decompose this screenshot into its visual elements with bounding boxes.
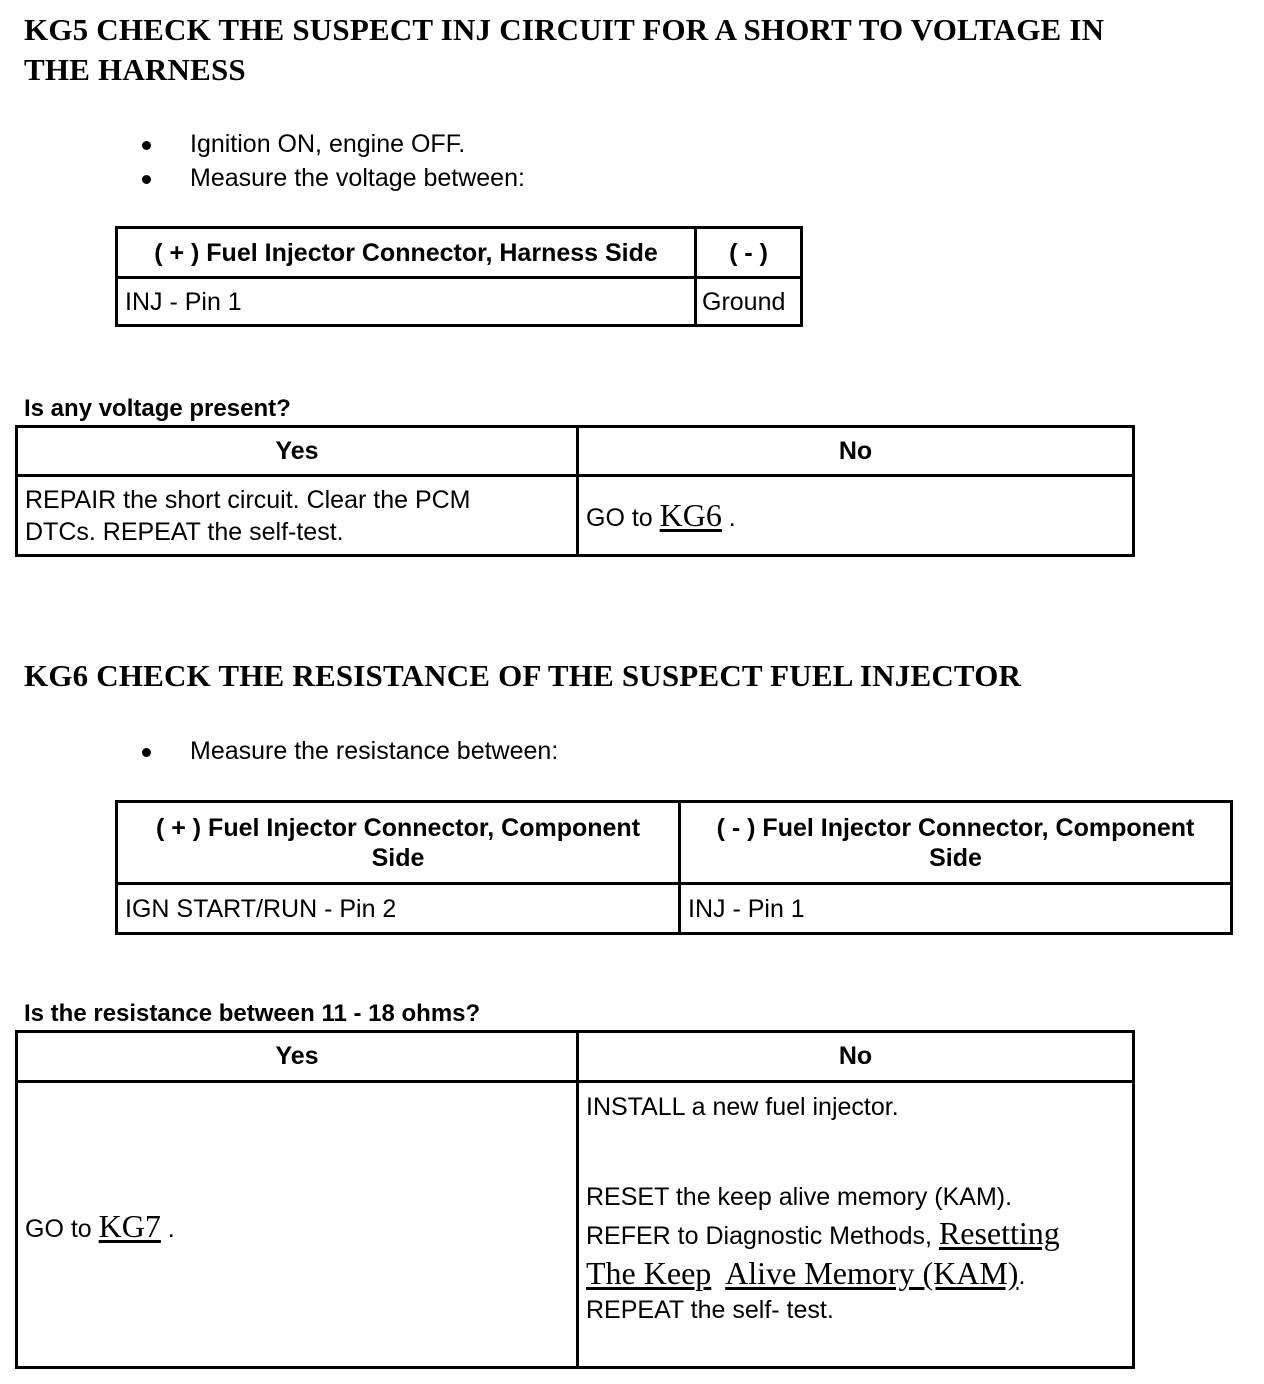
kg5-step: Ignition ON, engine OFF. xyxy=(140,127,525,161)
kg6-no-repeat: REPEAT the self- test. xyxy=(586,1296,834,1324)
kg6-question: Is the resistance between 11 - 18 ohms? xyxy=(24,1000,481,1027)
kg6-no-install: INSTALL a new fuel injector. xyxy=(586,1093,899,1121)
kg6-answer-table xyxy=(15,1030,1135,1369)
kg5-measure-header-plus: ( + ) Fuel Injector Connector, Harness Side xyxy=(117,228,696,278)
kg5-measure-table xyxy=(115,226,803,327)
kg5-answer-table xyxy=(15,425,1135,557)
kg5-question: Is any voltage present? xyxy=(24,395,291,422)
kg6-no-header: No xyxy=(578,1032,1134,1082)
kg5-heading-line1: KG5 CHECK THE SUSPECT INJ CIRCUIT FOR A SHORT TO VOLTAGE IN xyxy=(24,12,1105,47)
kg6-measure-table xyxy=(115,800,1233,935)
kg5-heading xyxy=(24,10,1104,90)
kg6-step: Measure the resistance between: xyxy=(140,734,558,768)
kg6-heading: KG6 CHECK THE RESISTANCE OF THE SUSPECT FUEL INJECTOR xyxy=(24,658,1022,693)
kg6-steps-list xyxy=(140,734,558,768)
kg6-no-reset: RESET the keep alive memory (KAM). xyxy=(586,1183,1013,1211)
kg6-no-action xyxy=(578,1082,1134,1368)
the-keep-link[interactable]: The Keep xyxy=(586,1255,712,1291)
kg6-link[interactable]: KG6 xyxy=(659,497,722,533)
kg5-yes-action: REPAIR the short circuit. Clear the PCM DTCs. REPEAT the self-test. xyxy=(17,476,578,556)
kg5-yes-header: Yes xyxy=(17,427,578,476)
bullet-icon xyxy=(142,141,151,150)
kg5-measure-header-minus: ( - ) xyxy=(696,228,802,278)
kg6-no-refer: REFER to Diagnostic Methods, Resetting xyxy=(586,1215,1060,1251)
kg5-measure-minus-value: Ground xyxy=(696,278,802,326)
alive-memory-kam-link[interactable]: Alive Memory (KAM) xyxy=(725,1255,1019,1291)
resetting-kam-link[interactable]: Resetting xyxy=(938,1215,1060,1251)
kg6-measure-header-plus: ( + ) Fuel Injector Connector, Component Side xyxy=(117,802,680,884)
kg5-steps-list xyxy=(140,127,525,195)
kg6-yes-action: GO to KG7 . xyxy=(17,1082,578,1368)
kg7-link[interactable]: KG7 xyxy=(98,1208,161,1244)
kg6-no-refer-cont: The Keep Alive Memory (KAM). xyxy=(586,1255,1026,1291)
kg6-measure-plus-value: IGN START/RUN - Pin 2 xyxy=(117,884,680,934)
kg5-step: Measure the voltage between: xyxy=(140,161,525,195)
bullet-icon xyxy=(142,175,151,184)
kg5-no-header: No xyxy=(578,427,1134,476)
kg6-measure-minus-value: INJ - Pin 1 xyxy=(680,884,1232,934)
kg6-measure-header-minus: ( - ) Fuel Injector Connector, Component Side xyxy=(680,802,1232,884)
bullet-icon xyxy=(142,748,151,757)
kg5-measure-plus-value: INJ - Pin 1 xyxy=(117,278,696,326)
kg5-no-action: GO to KG6 . xyxy=(578,476,1134,556)
kg5-heading-line2: THE HARNESS xyxy=(24,52,246,87)
kg6-yes-header: Yes xyxy=(17,1032,578,1082)
